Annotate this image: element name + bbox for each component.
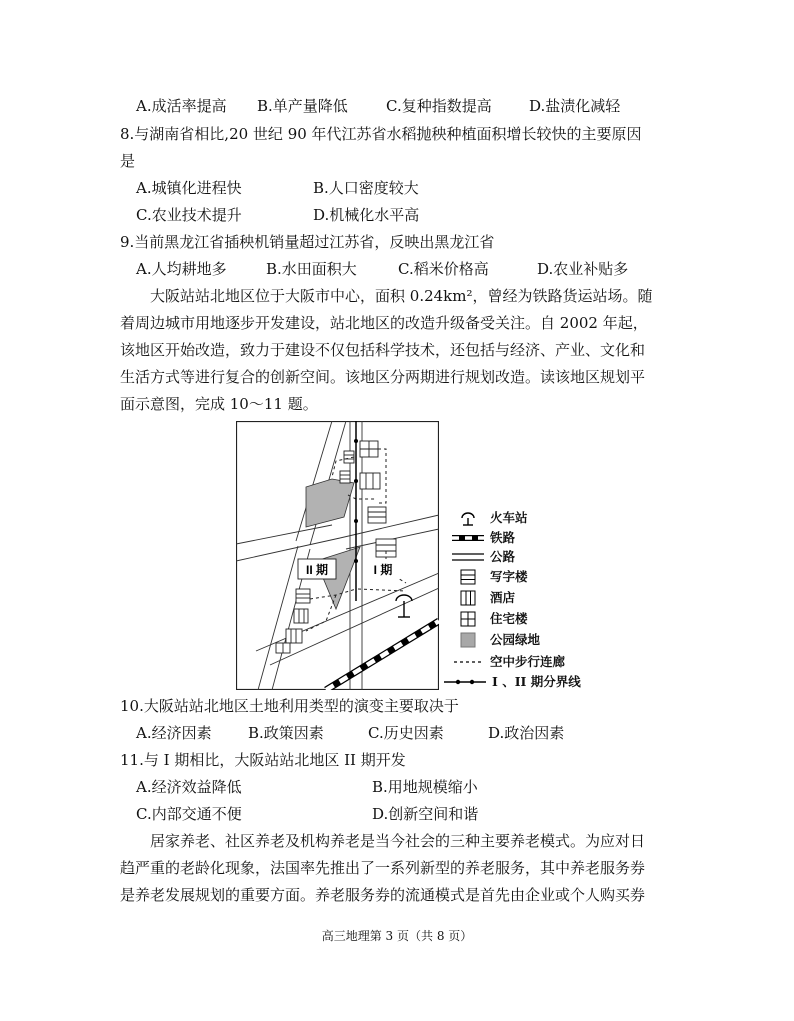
legend-residential: [452, 611, 528, 627]
q10-stem: 10.大阪站站北地区土地利用类型的演变主要取决于: [120, 697, 459, 715]
passage2-line1: 居家养老、社区养老及机构养老是当今社会的三种主要养老模式。为应对日: [150, 832, 646, 850]
phase1-label: I 期: [373, 563, 393, 577]
q8-stem-line2: 是: [120, 152, 136, 170]
passage1-line2: 着周边城市用地逐步开发建设，站北地区的改造升级备受关注。自 2002 年起，: [120, 314, 648, 332]
q9-stem: 9.当前黑龙江省插秧机销量超过江苏省，反映出黑龙江省: [120, 233, 495, 251]
q7-option-d: D.盐渍化减轻: [529, 97, 621, 115]
passage1-line4: 生活方式等进行复合的创新空间。该地区分两期进行规划改造。读该地区规划平: [120, 368, 646, 386]
q11-stem: 11.与 I 期相比，大阪站站北地区 II 期开发: [120, 751, 406, 769]
q9-option-d: D.农业补贴多: [537, 260, 629, 278]
legend-label: 铁路: [490, 530, 516, 545]
q10-option-b: B.政策因素: [248, 724, 324, 742]
passage1-line1: 大阪站站北地区位于大阪市中心，面积 0.24km²，曾经为铁路货运站场。随: [150, 287, 653, 305]
railway-icon: [452, 530, 484, 546]
q8-option-b: B.人口密度较大: [313, 179, 419, 197]
road-icon: [452, 549, 484, 565]
legend-label: 火车站: [490, 510, 528, 525]
legend-hotel: [452, 590, 515, 606]
passage1-line5: 面示意图，完成 10～11 题。: [120, 395, 318, 413]
q7-option-a: A.成活率提高: [136, 97, 227, 115]
legend-label: 酒店: [490, 590, 516, 605]
q11-option-b: B.用地规模缩小: [372, 778, 478, 796]
q8-option-c: C.农业技术提升: [136, 206, 242, 224]
legend-office: [452, 569, 528, 585]
park-icon: [452, 632, 484, 648]
q8-option-d: D.机械化水平高: [313, 206, 420, 224]
passage1-line3: 该地区开始改造，致力于建设不仅包括科学技术，还包括与经济、产业、文化和: [120, 341, 646, 359]
q10-option-a: A.经济因素: [136, 724, 212, 742]
q11-option-c: C.内部交通不便: [136, 805, 242, 823]
q7-option-c: C.复种指数提高: [386, 97, 492, 115]
legend-label: 住宅楼: [490, 611, 528, 626]
office-icon: [452, 569, 484, 585]
legend-skywalk: [452, 654, 565, 670]
q11-option-d: D.创新空间和谐: [372, 805, 479, 823]
q7-option-b: B.单产量降低: [257, 97, 348, 115]
q10-option-c: C.历史因素: [368, 724, 444, 742]
page-footer: 高三地理第 3 页（共 8 页）: [321, 929, 473, 943]
legend-label: I 、II 期分界线: [492, 674, 581, 689]
q10-option-d: D.政治因素: [488, 724, 565, 742]
site-plan-map: [236, 421, 439, 690]
phase2-label: II 期: [305, 563, 329, 577]
q8-stem-line1: 8.与湖南省相比,20 世纪 90 年代江苏省水稻抛秧种植面积增长较快的主要原因: [120, 125, 642, 143]
legend-road: [452, 549, 515, 565]
hotel-icon: [452, 590, 484, 606]
q9-option-a: A.人均耕地多: [136, 260, 227, 278]
legend-boundary: [444, 674, 581, 690]
q8-option-a: A.城镇化进程快: [136, 179, 242, 197]
q11-option-a: A.经济效益降低: [136, 778, 242, 796]
boundary-icon: [444, 674, 486, 690]
legend-train-station: [452, 510, 528, 526]
legend-label: 公路: [490, 549, 516, 564]
legend-label: 空中步行连廊: [490, 654, 566, 669]
passage2-line2: 趋严重的老龄化现象，法国率先推出了一系列新型的养老服务，其中养老服务券: [120, 859, 646, 877]
train-station-icon: [452, 510, 484, 526]
residential-icon: [452, 611, 484, 627]
passage2-line3: 是养老发展规划的重要方面。养老服务券的流通模式是首先由企业或个人购买券: [120, 886, 646, 904]
legend-label: 公园绿地: [490, 632, 541, 647]
legend-railway: [452, 530, 515, 546]
skywalk-icon: [452, 654, 484, 670]
q9-option-c: C.稻米价格高: [398, 260, 489, 278]
legend-label: 写字楼: [490, 569, 528, 584]
legend-park: [452, 632, 540, 648]
q9-option-b: B.水田面积大: [266, 260, 357, 278]
